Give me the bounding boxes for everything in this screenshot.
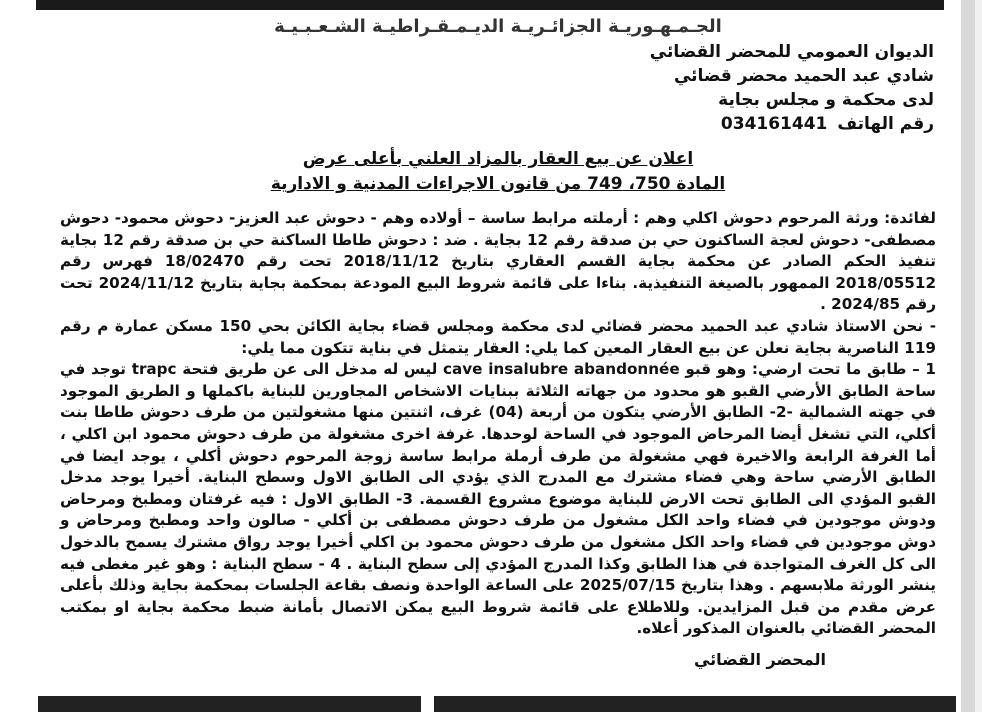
notice-title bbox=[60, 147, 936, 197]
body-paragraph-announcement: - نحن الاستاذ شادي عبد الحميد محضر قضائي لدى محكمة ومجلس قضاء بجاية الكائن بحي 150 مسكن عمارة م رقم 119 الناصرية بجاية نعلن عن بيع العقار المعين كما يلي: العقار يتمثل في بناية تتكون مما يلي: bbox=[60, 316, 936, 357]
sender-phone bbox=[650, 112, 934, 136]
notice-title-line2: المادة 750، 749 من قانون الاجراءات المدنية و الادارية bbox=[270, 174, 726, 194]
sender-name: شادي عبد الحميد محضر قضائي bbox=[673, 66, 934, 86]
notice-document bbox=[60, 12, 936, 696]
sender-block bbox=[650, 40, 934, 136]
phone-number: 034161441 bbox=[720, 114, 828, 134]
scan-border-right bbox=[961, 0, 975, 712]
body-paragraph-property: 1 – طابق ما تحت ارضي: وهو قبو cave insalubre abandonnée ليس له مدخل الى عن طريق فتحة trapc توجد في ساحة الطابق الأرضي القبو هو محدود من جهاته الثلاثة ببنايات الاشخاص المجاورين للبناية باكملها و الطريق الموجود في جهته الشمالية -2- الطابق الأرضي يتكون من أربعة (04) غرف، اثنتين منها مشغولتين من طرف دحوش طاطا بنت أكلي، التي تشغل أيضا المرحاض الموجود في الساحة لوحدها. غرفة اخرى مشغولة من طرف دحوش محمود ابن اكلي ، أما الغرفة الرابعة والاخيرة فهي مشغولة من طرف أرملة مرابط ساسة زوجة المرحوم دحوش أكلي ، يوجد ايضا في الطابق الأرضي ساحة وهي فضاء مشترك مع المدرج الذي يؤدي الى الطابق الاول وسطح البناية. أخيرا يوجد مدخل القبو المؤدي الى الطابق تحت الارض للبناية موضوع مشروع القسمة. 3- الطابق الاول : فيه غرفتان ومطبخ ومرحاض ودوش موجودين في فضاء واحد الكل مشغول من طرف دحوش مصطفى بن أكلي - صالون واحد ومطبخ ومرحاض و دوش موجودين في فضاء واحد الكل مشغول من طرف دحوش محمود بن اكلي أخيرا يوجد رواق مشترك يسمح بالدخول الى كل الغرف المتواجدة في هذا الطابق وكذا المدرج المؤدي إلى سطح البناية . 4 - سطح البناية : وهو غير مغطى فيه ينشر الورثة ملابسهم . وهذا بتاريخ 2025/07/15 على الساعة الواحدة ونصف بقاعة الجلسات بمحكمة بجاية وذلك بأعلى عرض مقدم من قبل المزايدين. وللاطلاع على قائمة شروط البيع يمكن الاتصال بأمانة ضبط محكمة بجاية او بمكتب المحضر القضائي بالعنوان المذكور أعلاه. bbox=[60, 360, 936, 638]
republic-heading: الجـمـهـوريـة الجزائـريـة الديـمـقـراطيـة الشـعـبـيـة bbox=[274, 16, 722, 37]
scan-border-right-edge bbox=[975, 0, 982, 712]
sender-court: لدى محكمة و مجلس بجاية bbox=[718, 90, 934, 110]
body-paragraph-parties: لفائدة: ورثة المرحوم دحوش اكلي وهم : أرملته مرابط ساسة – أولاده وهم - دحوش عبد العزيز- دحوش محمود- دحوش مصطفى- دحوش لعجة الساكنون حي بن صدقة رقم 12 بجاية . ضد : دحوش طاطا الساكنة حي بن صدقة رقم 12 بجاية تنفيذ الحكم الصادر عن محكمة بجاية القسم العقاري بتاريخ 2018/11/12 تحت رقم 18/02470 فهرس رقم 2018/05512 الممهور بالصيغة التنفيذية. بناءا على قائمة شروط البيع المودعة بمحكمة بجاية بتاريخ 2024/11/12 تحت رقم 2024/85 . bbox=[60, 209, 937, 314]
notice-title-line1: اعلان عن بيع العقار بالمزاد العلني بأعلى عرض bbox=[302, 149, 694, 169]
notice-body bbox=[60, 208, 936, 640]
sender-office: الديوان العمومي للمحضر القضائي bbox=[649, 42, 934, 62]
scan-border-bottom-right bbox=[434, 696, 956, 712]
phone-label: رقم الهاتف bbox=[837, 114, 934, 134]
scan-border-bottom-left bbox=[38, 696, 421, 712]
scan-border-top bbox=[36, 0, 944, 10]
signature-label: المحضر القضائي bbox=[693, 650, 826, 669]
